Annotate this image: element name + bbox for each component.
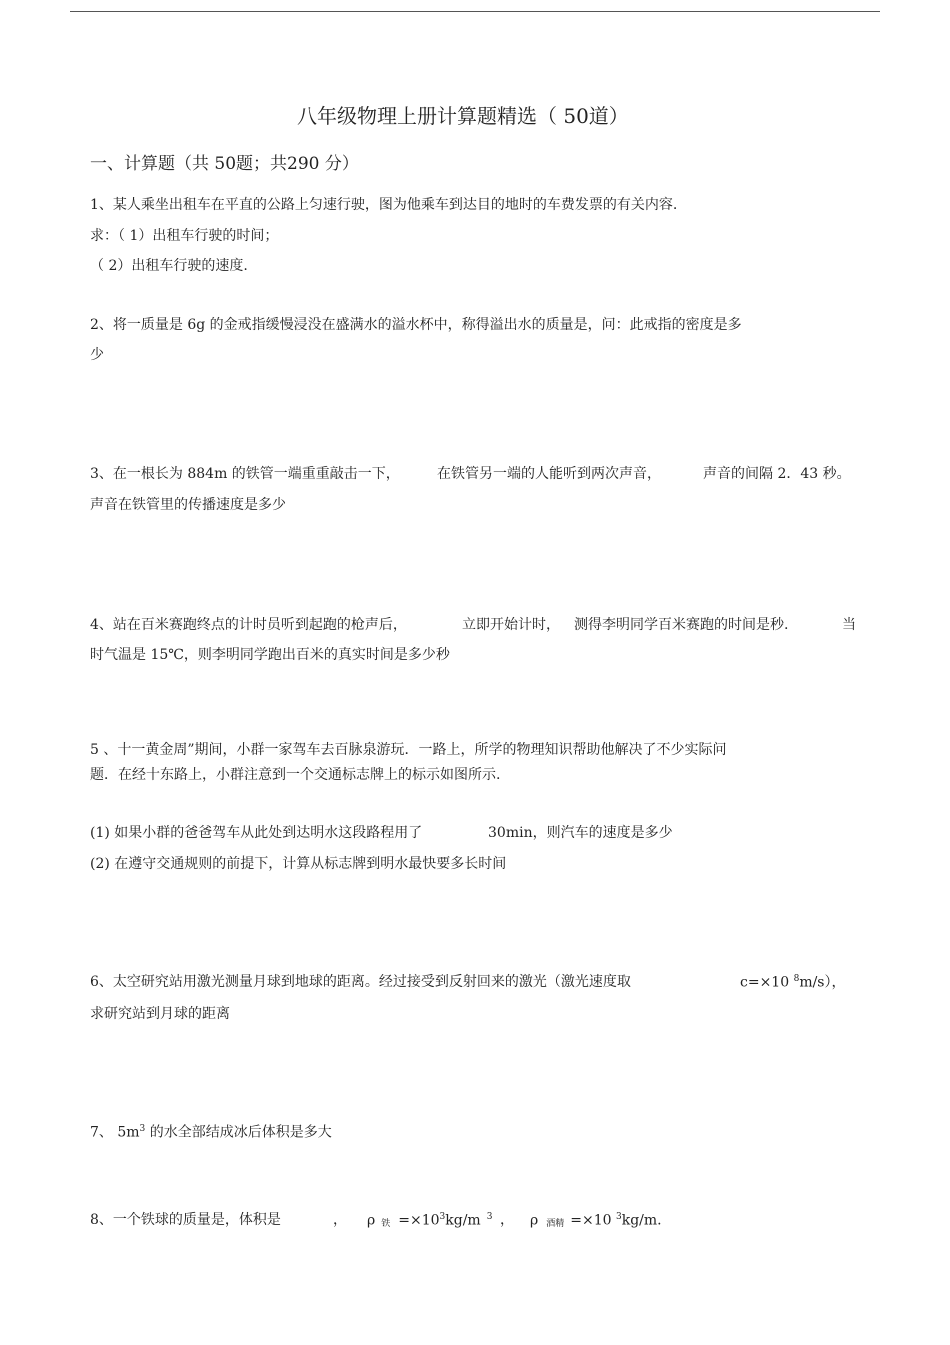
q8-iron-value: =×10 — [398, 1212, 440, 1229]
q7-prefix: 7、 5m — [90, 1124, 140, 1141]
q1-text: 1、某人乘坐出租车在平直的公路上匀速行驶，图为他乘车到达目的地时的车费发票的有关内容. — [90, 197, 678, 213]
q8-rho-symbol-2: ρ — [530, 1212, 539, 1229]
q2-line-2: 少 — [90, 347, 104, 363]
q8-alcohol-value: =×10 — [570, 1212, 616, 1229]
q8-prefix: 8、一个铁球的质量是，体积是 — [90, 1212, 281, 1228]
q5-line-2: 题．在经十东路上，小群注意到一个交通标志牌上的标示如图所示. — [90, 767, 501, 783]
q6-c-base: c=×10 — [740, 974, 794, 991]
q6-part-a: 6、太空研究站用激光测量月球到地球的距离。经过接受到反射回来的激光（激光速度取 — [90, 974, 631, 990]
q5-sub-1-a: (1) 如果小群的爸爸驾车从此处到达明水这段路程用了 — [90, 825, 423, 841]
q4-part-a: 4、站在百米赛跑终点的计时员听到起跑的枪声后， — [90, 617, 407, 633]
q8-iron-value-exponent: 3 — [439, 1212, 446, 1222]
q7-exponent: 3 — [139, 1124, 146, 1134]
header-rule — [70, 11, 880, 12]
q8-alcohol-unit: kg/m. — [621, 1212, 662, 1229]
q3-part-b: 在铁管另一端的人能听到两次声音， — [437, 466, 661, 482]
page-title: 八年级物理上册计算题精选（ 50道） — [297, 104, 629, 128]
q8-iron-unit-exponent: 3 — [486, 1212, 493, 1222]
section-heading: 一、计算题（共 50题；共290 分） — [90, 154, 359, 174]
q8-iron-density — [367, 1213, 492, 1229]
q8-alcohol-density — [530, 1213, 662, 1229]
q4-part-d: 当 — [842, 617, 856, 633]
q6-c-exponent: 8 — [793, 974, 800, 984]
q5-sub-1-b: 30min，则汽车的速度是多少 — [488, 825, 673, 841]
q8-comma-1: ， — [333, 1212, 347, 1228]
q5-sub-2: (2) 在遵守交通规则的前提下，计算从标志牌到明水最快要多长时间 — [90, 856, 507, 872]
q6-line-2: 求研究站到月球的距离 — [90, 1006, 230, 1022]
q6-c-unit: m/s）， — [799, 974, 846, 991]
q4-part-b: 立即开始计时， — [462, 617, 560, 633]
q3-line-2: 声音在铁管里的传播速度是多少 — [90, 497, 286, 513]
q3-part-c: 声音的间隔 2．43 秒。 — [703, 466, 851, 482]
q2-line-1: 2、将一质量是 6g 的金戒指缓慢浸没在盛满水的溢水杯中，称得溢出水的质量是，问：此戒指的密度是多 — [90, 317, 742, 333]
q8-iron-unit: kg/m — [445, 1212, 481, 1229]
q4-line-2: 时气温是 15℃，则李明同学跑出百米的真实时间是多少秒 — [90, 647, 450, 663]
q3-part-a: 3、在一根长为 884m 的铁管一端重重敲击一下， — [90, 466, 400, 482]
q7-rest: 的水全部结成冰后体积是多大 — [145, 1124, 332, 1141]
q8-alcohol-subscript: 酒精 — [546, 1218, 565, 1229]
q6-speed-of-light — [740, 975, 846, 990]
q8-alcohol-value-exponent: 3 — [615, 1212, 622, 1222]
q8-iron-subscript: 铁 — [381, 1218, 391, 1229]
q7-text — [90, 1125, 332, 1140]
q1-ask-2: （ 2）出租车行驶的速度. — [90, 258, 248, 274]
q4-part-c: 测得李明同学百米赛跑的时间是秒. — [574, 617, 789, 633]
q5-line-1: 5 、十一黄金周”期间，小群一家驾车去百脉泉游玩．一路上，所学的物理知识帮助他解决了不少实际问 — [90, 742, 727, 758]
q1-ask-1: 求：（ 1）出租车行驶的时间； — [90, 228, 279, 244]
q8-rho-symbol-1: ρ — [367, 1212, 376, 1229]
q8-comma-2: ， — [500, 1212, 514, 1228]
